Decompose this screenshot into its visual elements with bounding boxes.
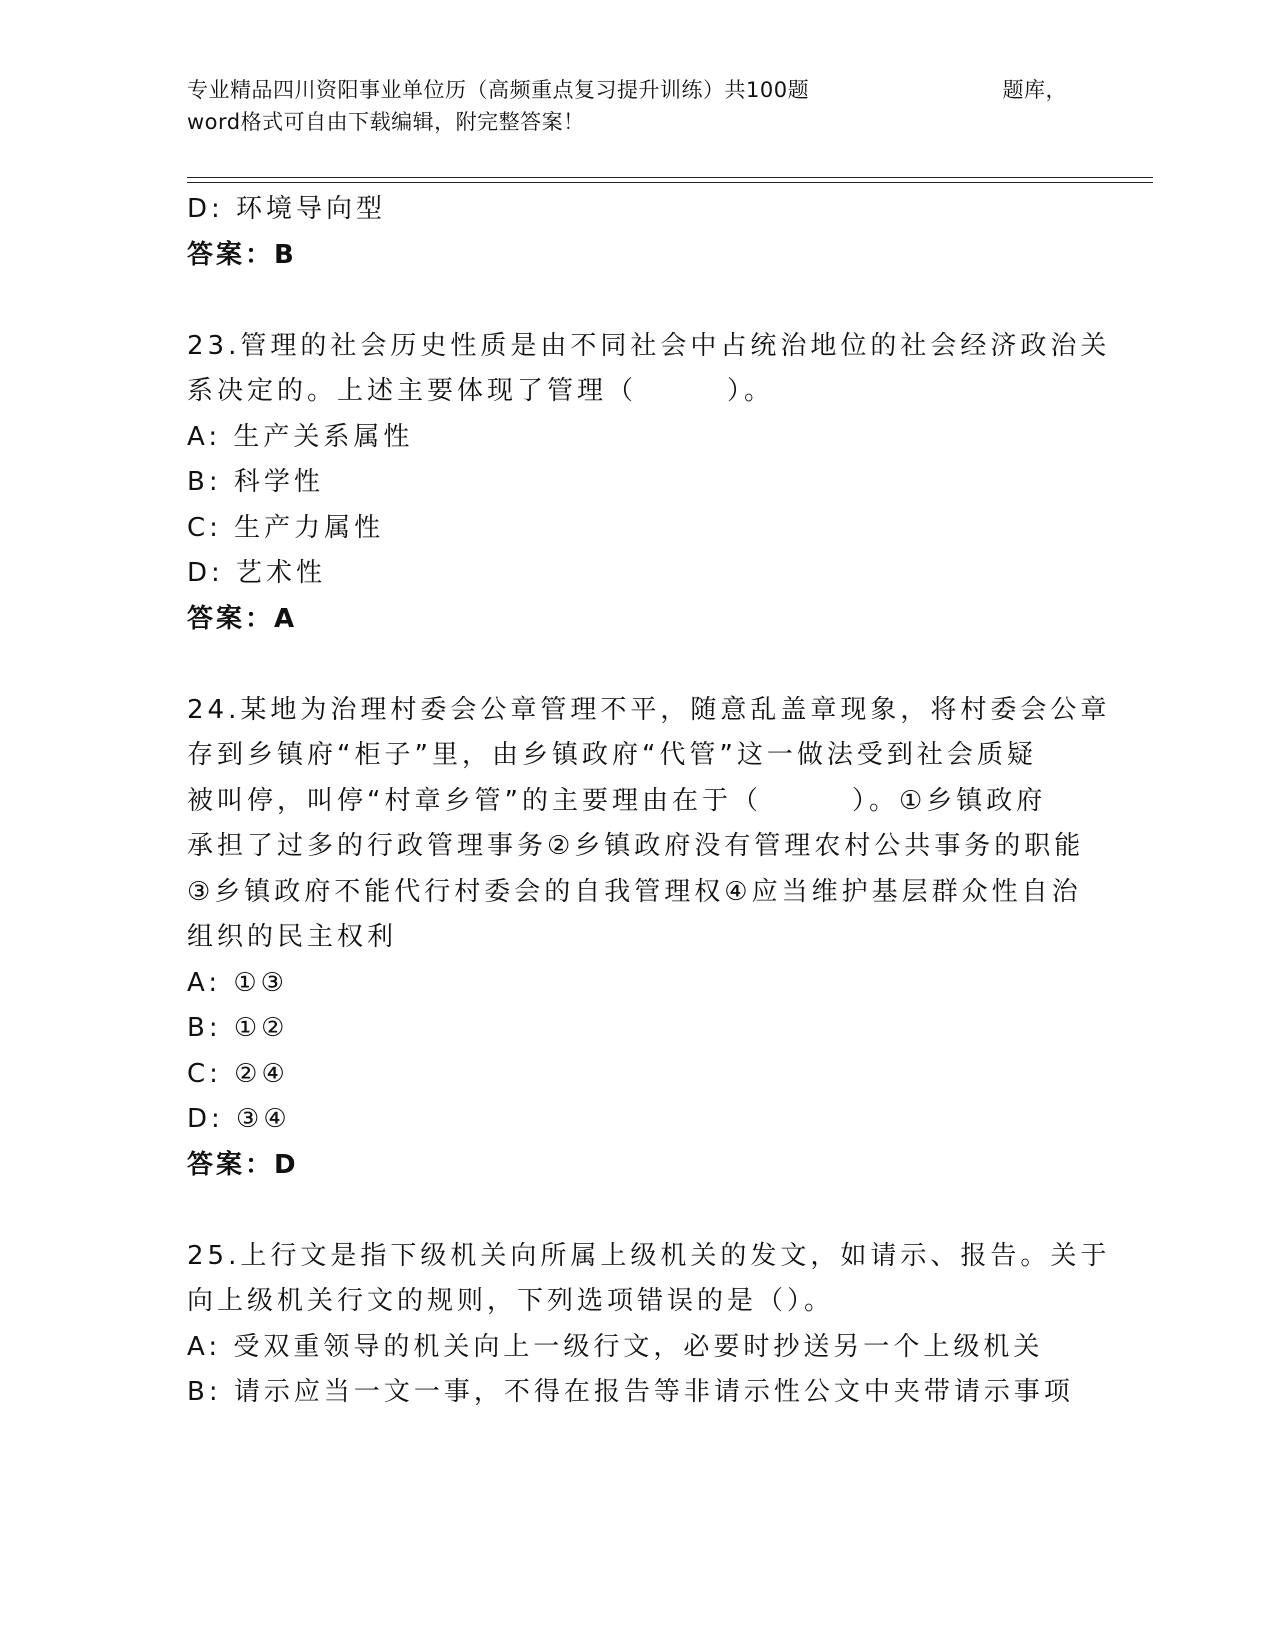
spacer [187, 278, 1087, 324]
question-text-line: 组织的民主权利 [187, 922, 398, 952]
header-subtitle: word格式可自由下载编辑，附完整答案！ [187, 110, 585, 134]
header-divider-bottom [187, 182, 1153, 183]
question-block-24 [187, 688, 1111, 1189]
answer-label: 答案：D [187, 1149, 299, 1180]
header-title-row [187, 74, 1067, 106]
header-title: 专业精品四川资阳事业单位历（高频重点复习提升训练）共100题 [187, 78, 810, 102]
answer-label: 答案：B [187, 239, 297, 270]
question-block-25 [187, 1234, 1111, 1416]
option-c: C: 生产力属性 [187, 512, 385, 543]
option-a: A: 生产关系属性 [187, 421, 414, 452]
question-content [187, 187, 1111, 1416]
header-title-suffix: 题库， [1002, 78, 1067, 102]
question-text-line: ③乡镇政府不能代行村委会的自我管理权④应当维护基层群众性自治 [187, 876, 1082, 907]
header-divider-top [187, 177, 1153, 178]
option-c: C: ②④ [187, 1058, 289, 1089]
question-text-line: 24.某地为治理村委会公章管理不平，随意乱盖章现象，将村委会公章 [187, 694, 1111, 725]
option-b: B: ①② [187, 1013, 289, 1043]
question-text-line: 存到乡镇府“柜子”里，由乡镇政府“代管”这一做法受到社会质疑 [187, 740, 1037, 770]
question-text-line: 被叫停，叫停“村章乡管”的主要理由在于（ ）。①乡镇政府 [187, 785, 1047, 816]
option-d: D: ③④ [187, 1104, 291, 1134]
spacer [187, 1188, 1087, 1234]
spacer [187, 642, 1087, 688]
option-d: D: 艺术性 [187, 558, 327, 588]
question-text-line: 25.上行文是指下级机关向所属上级机关的发文，如请示、报告。关于 [187, 1240, 1111, 1271]
question-block-23 [187, 324, 1111, 643]
option-a: A: 受双重领导的机关向上一级行文，必要时抄送另一个上级机关 [187, 1331, 1044, 1362]
question-text-line: 承担了过多的行政管理事务②乡镇政府没有管理农村公共事务的职能 [187, 831, 1085, 861]
option-b: B: 科学性 [187, 467, 324, 497]
document-header [187, 74, 1067, 138]
answer-label: 答案：A [187, 603, 298, 634]
option-a: A: ①③ [187, 967, 288, 998]
question-text-line: 向上级机关行文的规则，下列选项错误的是（）。 [187, 1286, 835, 1316]
question-text-line: 23.管理的社会历史性质是由不同社会中占统治地位的社会经济政治关 [187, 330, 1111, 361]
option-b: B: 请示应当一文一事，不得在报告等非请示性公文中夹带请示事项 [187, 1377, 1074, 1407]
option-d: D: 环境导向型 [187, 194, 387, 224]
question-text-line: 系决定的。上述主要体现了管理（ ）。 [187, 376, 775, 406]
